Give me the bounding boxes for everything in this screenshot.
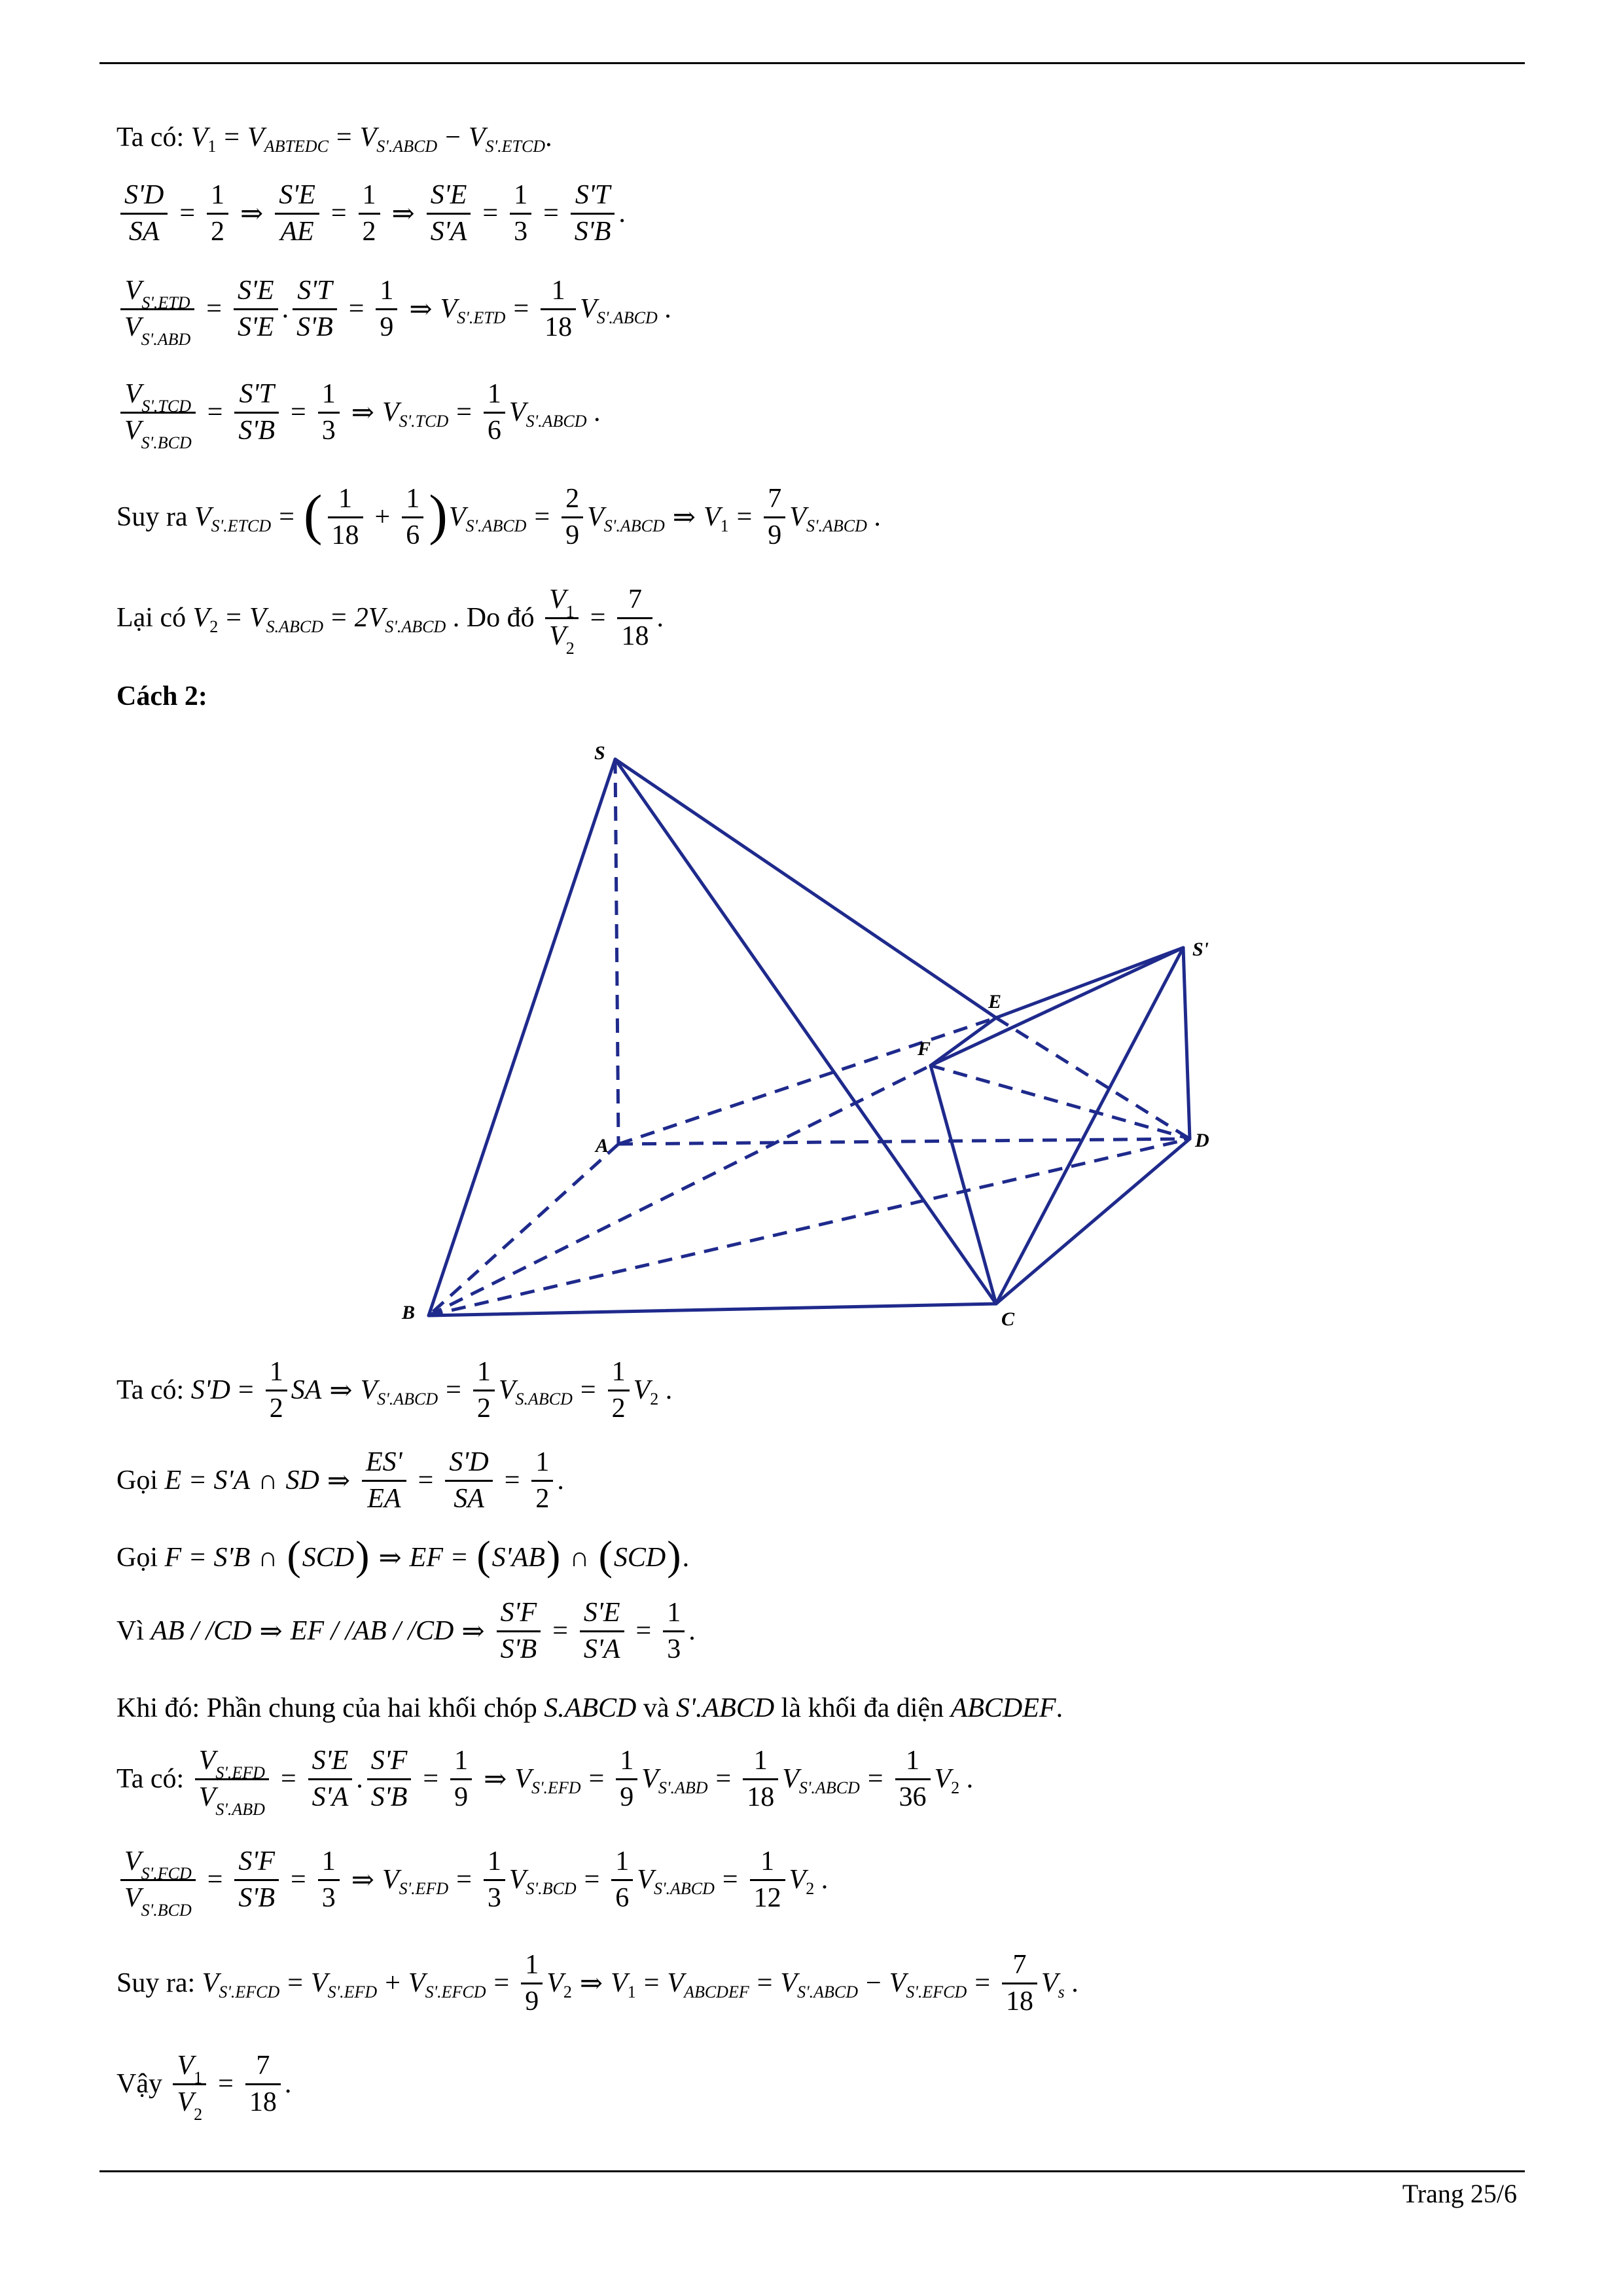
fraction: $\frac{S'T}{S'B}$ bbox=[234, 377, 279, 448]
fraction: $\frac{S'T}{S'B}$ bbox=[293, 274, 337, 344]
num: 1 bbox=[362, 180, 376, 210]
den: SA bbox=[128, 216, 160, 247]
num: S'E bbox=[279, 180, 315, 210]
fraction: $\frac{V_{S'.EFD}}{V_{S'.ABD}}$ bbox=[195, 1744, 269, 1814]
fraction: $\frac{1}{2}$ bbox=[608, 1355, 630, 1426]
den: 2 bbox=[211, 216, 225, 247]
fraction: $\frac{1}{9}$ bbox=[376, 274, 397, 344]
edge-SA bbox=[615, 759, 618, 1144]
fraction: $\frac{1}{9}$ bbox=[521, 1948, 543, 2018]
fraction bbox=[359, 178, 380, 249]
page-number: Trang 25/6 bbox=[1402, 2179, 1517, 2208]
fraction: $\frac{S'D}{SA}$ bbox=[445, 1445, 492, 1516]
edge-S'D bbox=[1183, 948, 1190, 1139]
line-4: $\frac{V_{S'.TCD}}{V_{S'.BCD}}$ = $\frac{S'T}{S'B}$ = $\frac{1}{3}$ ⇒ V S'.TCD = $\frac{1}{6}$ V S'.ABCD . bbox=[116, 377, 601, 448]
fraction: $\frac{V_{S'.ETD}}{V_{S'.ABD}}$ bbox=[120, 274, 194, 344]
fraction: $\frac{1}{18}$ bbox=[328, 482, 363, 552]
fraction: $\frac{S'E}{S'A}$ bbox=[308, 1744, 353, 1814]
edge-S'F bbox=[931, 948, 1183, 1066]
fraction bbox=[427, 178, 471, 249]
fraction bbox=[571, 178, 615, 249]
fraction: $\frac{1}{36}$ bbox=[895, 1744, 931, 1814]
line-1 bbox=[116, 122, 552, 156]
edge-S'C bbox=[996, 948, 1183, 1304]
den: 2 bbox=[362, 216, 376, 247]
sub: S'.ETCD bbox=[485, 137, 546, 156]
line-3: $\frac{V_{S'.ETD}}{V_{S'.ABD}}$ = $\frac{S'E}{S'E}$ . $\frac{S'T}{S'B}$ = $\frac{1}{9}$ ⇒ V S'.ETD = $\frac{1}{18}$ V S'.ABCD . bbox=[116, 274, 671, 344]
edge-BC bbox=[429, 1304, 996, 1316]
sub: S'.ABCD bbox=[376, 137, 438, 156]
fraction: $\frac{1}{2}$ bbox=[531, 1445, 553, 1516]
label-C: C bbox=[1001, 1308, 1015, 1330]
text: Ta có: bbox=[116, 122, 185, 152]
edge-SE bbox=[615, 759, 996, 1018]
line-7: Ta có: S'D = $\frac{1}{2}$ SA ⇒ V S'.ABCD = $\frac{1}{2}$ V S.ABCD = $\frac{1}{2}$ V 2 . bbox=[116, 1355, 672, 1426]
fraction: $\frac{ES'}{EA}$ bbox=[362, 1445, 406, 1516]
label-A: A bbox=[596, 1135, 609, 1157]
op: − bbox=[445, 122, 461, 152]
num: S'T bbox=[575, 180, 611, 210]
op: = bbox=[336, 122, 352, 152]
label-S: S bbox=[594, 742, 605, 764]
label-F: F bbox=[918, 1038, 931, 1060]
num: S'D bbox=[124, 180, 164, 210]
math: V bbox=[190, 122, 208, 152]
num: 1 bbox=[211, 180, 225, 210]
den: AE bbox=[280, 216, 314, 247]
fraction: $\frac{1}{6}$ bbox=[484, 377, 505, 448]
sub: ABTEDC bbox=[264, 137, 329, 156]
line-15: Vậy $\frac{V_1}{V_2}$ = $\frac{7}{18}$ . bbox=[116, 2049, 291, 2119]
line-9: Gọi F = S'B ∩ ( SCD ) ⇒ EF = ( S'AB ) ∩ ( SCD ) . bbox=[116, 1532, 690, 1579]
fraction: $\frac{1}{3}$ bbox=[663, 1596, 685, 1666]
op: = bbox=[224, 122, 240, 152]
fraction: $\frac{V_{S'.TCD}}{V_{S'.BCD}}$ bbox=[120, 377, 196, 448]
fraction: $\frac{V_1}{V_2}$ bbox=[545, 583, 579, 653]
fraction: $\frac{1}{2}$ bbox=[473, 1355, 495, 1426]
line-8: Gọi E = S'A ∩ SD ⇒ $\frac{ES'}{EA}$ = $\frac{S'D}{SA}$ = $\frac{1}{2}$ . bbox=[116, 1445, 564, 1516]
den: S'A bbox=[430, 216, 467, 247]
fraction: $\frac{7}{18}$ bbox=[617, 583, 652, 653]
den: S'B bbox=[574, 216, 611, 247]
label-S-prime: S' bbox=[1192, 939, 1209, 960]
fraction: $\frac{1}{9}$ bbox=[616, 1744, 637, 1814]
top-rule bbox=[99, 62, 1525, 64]
fraction: $\frac{2}{9}$ bbox=[562, 482, 583, 552]
sub: 1 bbox=[207, 137, 217, 156]
fraction bbox=[275, 178, 319, 249]
fraction: $\frac{7}{18}$ bbox=[245, 2049, 281, 2119]
fraction: $\frac{7}{18}$ bbox=[1002, 1948, 1037, 2018]
fraction: $\frac{S'E}{S'E}$ bbox=[234, 274, 278, 344]
fraction: $\frac{1}{18}$ bbox=[541, 274, 576, 344]
section-heading: Cách 2: bbox=[116, 681, 207, 711]
fraction bbox=[120, 178, 168, 249]
fraction bbox=[510, 178, 531, 249]
fraction: $\frac{S'F}{S'B}$ bbox=[234, 1844, 279, 1915]
fraction: $\frac{V_{S'.FCD}}{V_{S'.BCD}}$ bbox=[120, 1844, 196, 1915]
edge-BD bbox=[429, 1139, 1190, 1316]
fraction: $\frac{S'F}{S'B}$ bbox=[497, 1596, 541, 1666]
fraction: $\frac{S'E}{S'A}$ bbox=[580, 1596, 624, 1666]
line-12: Ta có: $\frac{V_{S'.EFD}}{V_{S'.ABD}}$ = $\frac{S'E}{S'A}$ . $\frac{S'F}{S'B}$ = $\frac{1}{9}$ ⇒ V S'.EFD = $\frac{1}{9}$ V S'.ABD = $\frac{1}{18}$ V S'.ABCD = $\frac{1}{36}$ V 2 . bbox=[116, 1744, 973, 1814]
edge-SC bbox=[615, 759, 996, 1304]
edge-FE bbox=[931, 1018, 996, 1066]
math: V bbox=[468, 122, 486, 152]
fraction: $\frac{1}{3}$ bbox=[484, 1844, 505, 1915]
line-10: Vì AB / /CD ⇒ EF / /AB / /CD ⇒ $\frac{S'F}{S'B}$ = $\frac{S'E}{S'A}$ = $\frac{1}{3}$ . bbox=[116, 1596, 696, 1666]
fraction: $\frac{S'F}{S'B}$ bbox=[367, 1744, 412, 1814]
line-2: $\frac{S'D}{SA}$ = $\frac{1}{2}$ ⇒ $\frac{S'E}{AE}$ = $\frac{1}{2}$ ⇒ $\frac{S'E}{S'A}$ = $\frac{1}{3}$ = $\frac{S'T}{S'B}$ . bbox=[116, 178, 626, 249]
line-5: Suy ra V S'.ETCD = ( $\frac{1}{18}$ + $\frac{1}{6}$ ) V S'.ABCD = $\frac{2}{9}$ V S'.ABCD ⇒ V 1 = $\frac{7}{9}$ V S'.ABCD . bbox=[116, 482, 881, 552]
fraction: $\frac{1}{6}$ bbox=[611, 1844, 633, 1915]
fraction bbox=[207, 178, 228, 249]
fraction: $\frac{1}{3}$ bbox=[318, 1844, 340, 1915]
num: S'E bbox=[430, 180, 467, 210]
edge-CD bbox=[996, 1139, 1190, 1304]
bottom-rule bbox=[99, 2170, 1525, 2172]
num: 1 bbox=[514, 180, 528, 210]
fraction: $\frac{7}{9}$ bbox=[764, 482, 785, 552]
line-6: Lại có V 2 = V S.ABCD = 2V S'.ABCD . Do đó $\frac{V_1}{V_2}$ = $\frac{7}{18}$ . bbox=[116, 583, 664, 653]
line-11: Khi đó: Phần chung của hai khối chóp S.ABCD và S'.ABCD là khối đa diện ABCDEF . bbox=[116, 1693, 1063, 1723]
edge-AD bbox=[618, 1139, 1190, 1144]
fraction: $\frac{1}{3}$ bbox=[318, 377, 340, 448]
line-14: Suy ra: V S'.EFCD = V S'.EFD + V S'.EFCD = $\frac{1}{9}$ V 2 ⇒ V 1 = V ABCDEF = V S'.ABCD − V S'.EFCD = $\frac{7}{18}$ V s . bbox=[116, 1948, 1079, 2018]
fraction: $\frac{V_1}{V_2}$ bbox=[173, 2049, 206, 2119]
edge-ES' bbox=[996, 948, 1183, 1018]
math: V bbox=[359, 122, 377, 152]
label-E: E bbox=[988, 991, 1002, 1013]
edge-BF bbox=[429, 1066, 931, 1316]
label-D: D bbox=[1195, 1130, 1209, 1151]
fraction: $\frac{1}{6}$ bbox=[402, 482, 423, 552]
edge-FD bbox=[931, 1066, 1190, 1139]
edge-AE bbox=[618, 1018, 996, 1144]
fraction: $\frac{1}{2}$ bbox=[266, 1355, 287, 1426]
den: 3 bbox=[514, 216, 528, 247]
geometry-figure bbox=[386, 733, 1209, 1330]
fraction: $\frac{1}{18}$ bbox=[743, 1744, 778, 1814]
math: V bbox=[247, 122, 264, 152]
fraction: $\frac{1}{9}$ bbox=[450, 1744, 472, 1814]
line-13: $\frac{V_{S'.FCD}}{V_{S'.BCD}}$ = $\frac{S'F}{S'B}$ = $\frac{1}{3}$ ⇒ V S'.EFD = $\frac{1}{3}$ V S'.BCD = $\frac{1}{6}$ V S'.ABCD = $\frac{1}{12}$ V 2 . bbox=[116, 1844, 828, 1915]
fraction: $\frac{1}{12}$ bbox=[750, 1844, 785, 1915]
text: . bbox=[545, 122, 552, 152]
label-B: B bbox=[402, 1302, 416, 1323]
